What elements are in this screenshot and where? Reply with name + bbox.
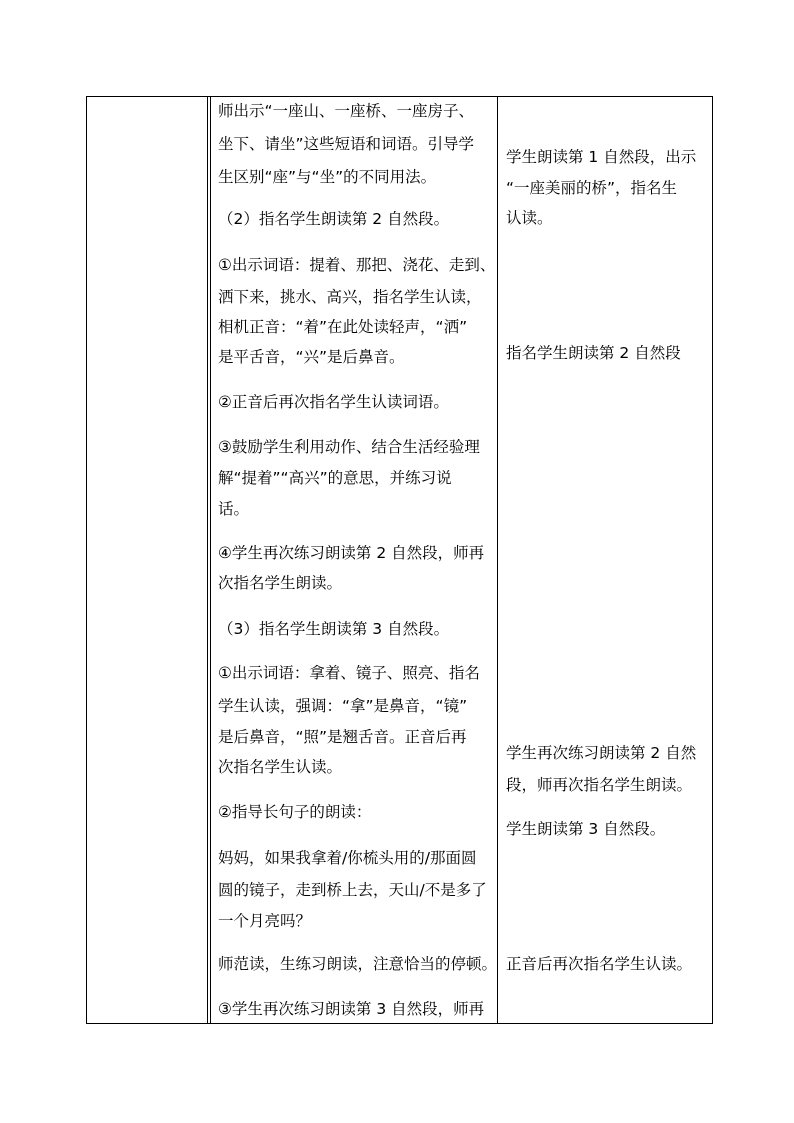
teacher-text-line: 师出示“一座山、一座桥、一座房子、: [218, 102, 475, 120]
teacher-text-line: ③鼓励学生利用动作、结合生活经验理: [218, 438, 480, 456]
student-text-line: 学生再次练习朗读第 2 自然: [506, 744, 697, 762]
teacher-text-line: 次指名学生朗读。: [218, 574, 343, 592]
teacher-text-line: ③学生再次练习朗读第 3 自然段，师再: [218, 1000, 485, 1018]
student-text-line: 正音后再次指名学生认读。: [506, 955, 693, 973]
teacher-text-line: 坐下、请坐”这些短语和词语。引导学: [218, 135, 475, 153]
table-border-right: [712, 96, 713, 1024]
table-border-left: [86, 96, 87, 1024]
teacher-text-line: 话。: [218, 500, 250, 518]
student-text-line: 段，师再次指名学生朗读。: [506, 776, 693, 794]
teacher-text-line: 学生认读，强调：“拿”是鼻音，“镜”: [218, 697, 468, 715]
teacher-text-line: ②正音后再次指名学生认读词语。: [218, 393, 449, 411]
teacher-text-line: ②指导长句子的朗读：: [218, 803, 372, 821]
teacher-text-line: 洒下来，挑水、高兴，指名学生认读，: [218, 288, 482, 306]
student-text-line: “一座美丽的桥”，指名生: [506, 179, 678, 197]
teacher-text-line: 生区别“座”与“坐”的不同用法。: [218, 168, 437, 186]
teacher-text-line: 解“提着”“高兴”的意思，并练习说: [218, 469, 452, 487]
student-text-line: 指名学生朗读第 2 自然段: [506, 344, 681, 362]
teacher-text-line: 是平舌音，“兴”是后鼻音。: [218, 348, 405, 366]
teacher-text-line: （2）指名学生朗读第 2 自然段。: [218, 210, 450, 228]
student-text-line: 认读。: [506, 209, 553, 227]
column-divider-1: [207, 96, 208, 1024]
teacher-text-line: 妈妈，如果我拿着/你梳头用的/那面圆: [218, 849, 477, 867]
teacher-text-line: 是后鼻音，“照”是翘舌音。正音后再: [218, 728, 467, 746]
teacher-text-line: ①出示词语：提着、那把、浇花、走到、: [218, 256, 496, 274]
teacher-text-line: 相机正音：“着”在此处读轻声，“洒”: [218, 318, 468, 336]
teacher-text-line: ④学生再次练习朗读第 2 自然段，师再: [218, 544, 485, 562]
column-divider-1b: [210, 96, 211, 1024]
teacher-text-line: （3）指名学生朗读第 3 自然段。: [218, 620, 450, 638]
teacher-text-line: 次指名学生认读。: [218, 758, 343, 776]
student-text-line: 学生朗读第 1 自然段，出示: [506, 148, 697, 166]
teacher-text-line: 师范读，生练习朗读，注意恰当的停顿。: [218, 955, 498, 973]
teacher-text-line: ①出示词语：拿着、镜子、照亮、指名: [218, 664, 480, 682]
column-divider-2: [497, 96, 498, 1024]
teacher-text-line: 圆的镜子，走到桥上去，天山/不是多了: [218, 881, 487, 899]
student-text-line: 学生朗读第 3 自然段。: [506, 820, 666, 838]
teacher-text-line: 一个月亮吗？: [218, 912, 312, 930]
